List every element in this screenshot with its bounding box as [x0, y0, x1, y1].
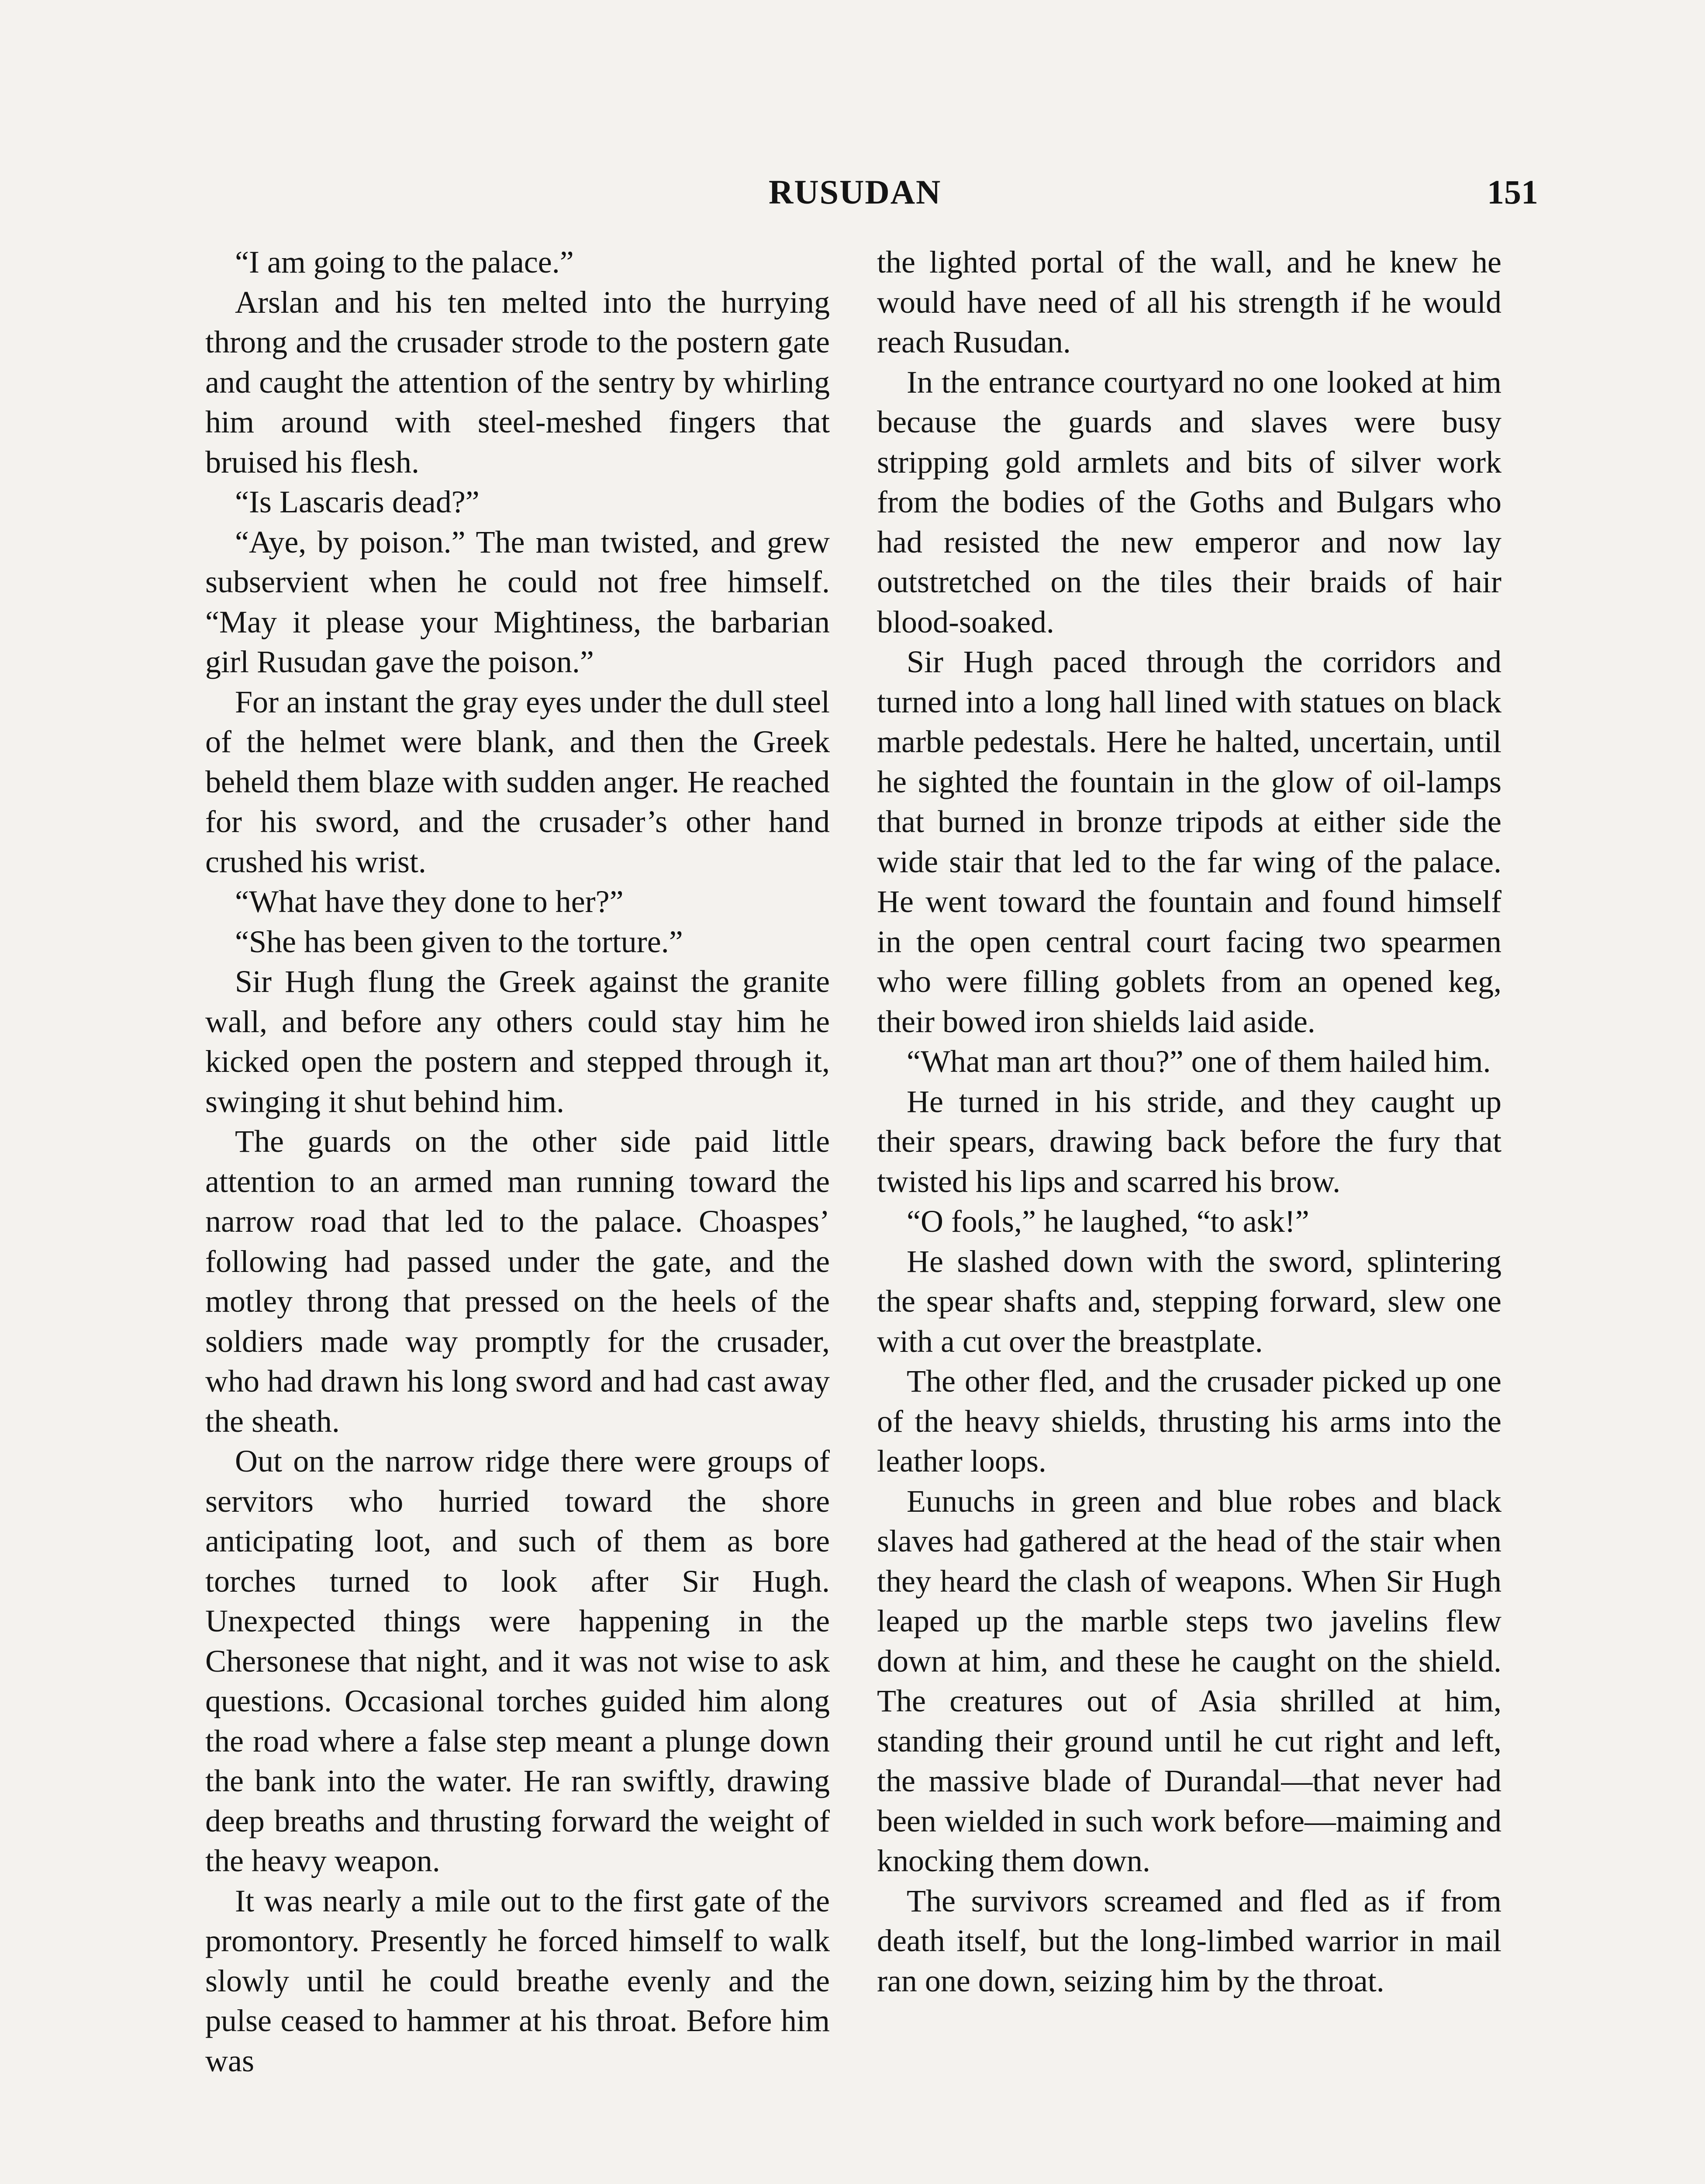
paragraph: Sir Hugh flung the Greek against the granite wall, and before any others could stay him he kicked open the postern and stepped through it, swinging it shut behind him. [205, 964, 830, 1119]
paragraph: Out on the narrow ridge there were groups of servitors who hurried toward the shore anticipating loot, and such of them as bore torches turned to look after Sir Hugh. Unexpected things were happening in the Chersonese that night, and it was not wise to ask questions. Occasional torches guided him along the road where a false step meant a plunge down the bank into the water. He ran swiftly, drawing deep breaths and thrusting forward the weight of the heavy weapon. [205, 1444, 830, 1878]
paragraph: “Is Lascaris dead?” [235, 484, 480, 519]
paragraph: “Aye, by poison.” The man twisted, and grew subservient when he could not free himself. “May it please your Mightiness, the barbarian girl Rusudan gave the poison.” [205, 524, 830, 679]
paragraph: In the entrance courtyard no one looked at him because the guards and slaves were busy stripping gold armlets and bits of silver work from the bodies of the Goths and Bulgars who had resisted the new emperor and now lay outstretched on the tiles their braids of hair blood-soaked. [877, 364, 1501, 639]
right-column [877, 242, 1501, 2184]
paragraph: “What have they done to her?” [235, 884, 624, 919]
page-header [0, 173, 1705, 216]
running-title: RUSUDAN [769, 173, 942, 211]
paragraph: For an instant the gray eyes under the dull steel of the helmet were blank, and then the Greek beheld them blaze with sudden anger. He reached for his sword, and the crusader’s other hand crushed his wrist. [205, 684, 830, 879]
paragraph: He turned in his stride, and they caught up their spears, drawing back before the fury that twisted his lips and scarred his brow. [877, 1084, 1501, 1199]
left-column [205, 242, 830, 2184]
paragraph-continued: the lighted portal of the wall, and he knew he would have need of all his strength if he would reach Rusudan. [877, 245, 1501, 359]
paragraph: The other fled, and the crusader picked up one of the heavy shields, thrusting his arms into the leather loops. [877, 1364, 1501, 1479]
paragraph: “I am going to the palace.” [235, 245, 574, 280]
page-number: 151 [1487, 173, 1538, 211]
paragraph: He slashed down with the sword, splintering the spear shafts and, stepping forward, slew one with a cut over the breastplate. [877, 1244, 1501, 1359]
paragraph: The survivors screamed and fled as if from death itself, but the long-limbed warrior in mail ran one down, seizing him by the throat. [877, 1883, 1501, 1998]
paragraph: Sir Hugh paced through the corridors and turned into a long hall lined with statues on black marble pedestals. Here he halted, uncertain, until he sighted the fountain in the glow of oil-lamps that burned in bronze tripods at either side the wide stair that led to the far wing of the palace. He went toward the fountain and found himself in the open central court facing two spearmen who were filling goblets from an opened keg, their bowed iron shields laid aside. [877, 644, 1501, 1039]
paragraph: Eunuchs in green and blue robes and black slaves had gathered at the head of the stair when they heard the clash of weapons. When Sir Hugh leaped up the marble steps two javelins flew down at him, and these he caught on the shield. The creatures out of Asia shrilled at him, standing their ground until he cut right and left, the massive blade of Durandal—that never had been wielded in such work before—maiming and knocking them down. [877, 1483, 1501, 1878]
paragraph: “What man art thou?” one of them hailed him. [907, 1044, 1491, 1079]
paragraph: “She has been given to the torture.” [235, 924, 683, 959]
paragraph: Arslan and his ten melted into the hurrying throng and the crusader strode to the postern gate and caught the attention of the sentry by whirling him around with steel-meshed fingers that bruised his flesh. [205, 284, 830, 480]
paragraph: The guards on the other side paid little attention to an armed man running toward the narrow road that led to the palace. Choaspes’ following had passed under the gate, and the motley throng that pressed on the heels of the soldiers made way promptly for the crusader, who had drawn his long sword and had cast away the sheath. [205, 1124, 830, 1439]
paragraph: “O fools,” he laughed, “to ask!” [907, 1204, 1309, 1239]
paragraph: It was nearly a mile out to the first gate of the promontory. Presently he forced himself to walk slowly until he could breathe evenly and the pulse ceased to hammer at his throat. Before him was [205, 1883, 830, 2078]
